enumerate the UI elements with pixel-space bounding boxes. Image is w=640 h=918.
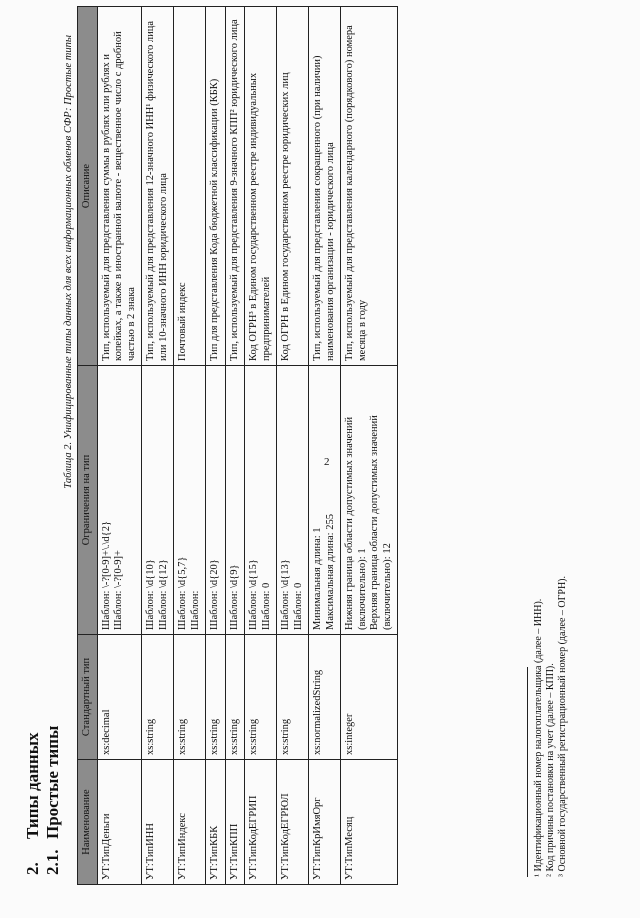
restrictions-cell bbox=[225, 366, 245, 635]
table-caption: Таблица 2. Унифицированные типы данных для всех информационных обменов СФР: Простые типы bbox=[63, 35, 74, 489]
table-row bbox=[97, 7, 142, 885]
standard-type: xs:string bbox=[277, 635, 309, 760]
restrictions-cell bbox=[341, 366, 398, 635]
type-name: УТ:ТипДеньги bbox=[97, 760, 142, 885]
standard-type: xs:string bbox=[142, 635, 174, 760]
description: Код ОГРН в Едином государственном реестре юридических лиц bbox=[277, 7, 309, 366]
description: Код ОГРН³ в Едином государственном реестре индивидуальных предпринимателей bbox=[245, 7, 277, 366]
restrictions-cell bbox=[277, 366, 309, 635]
type-name: УТ:ТипКБК bbox=[206, 760, 226, 885]
restrictions-cell bbox=[142, 366, 174, 635]
type-name: УТ:ТипИндекс bbox=[174, 760, 206, 885]
restriction-line: Шаблон: \d{5,7} bbox=[177, 556, 188, 630]
restriction-line: Нижняя граница области допустимых значений (включительно): 1 bbox=[344, 416, 368, 630]
heading-number: 2.1. bbox=[43, 849, 62, 875]
page-number: 2 bbox=[324, 456, 330, 468]
header-name: Наименование bbox=[78, 760, 98, 885]
standard-type: xs:string bbox=[245, 635, 277, 760]
table-header-row bbox=[78, 7, 98, 885]
table-row bbox=[206, 7, 226, 885]
type-name: УТ:ТипКПП bbox=[225, 760, 245, 885]
restriction-line: Шаблон: \d{10} bbox=[145, 559, 156, 630]
restriction-line: Минимальная длина: 1 bbox=[312, 527, 323, 630]
footnotes bbox=[533, 576, 569, 877]
standard-type: xs:string bbox=[174, 635, 206, 760]
restriction-line: Шаблон: 0 bbox=[260, 582, 272, 630]
description: Тип, используемый для представления 12-значного ИНН¹ физического лица или 10-значного ИНН юридического лица bbox=[142, 7, 174, 366]
restriction-line: Шаблон: \d{20} bbox=[209, 559, 220, 630]
restriction-line: Шаблон: \d{12} bbox=[157, 559, 169, 630]
table-row bbox=[245, 7, 277, 885]
type-name: УТ:ТипКрИмяОрг bbox=[309, 760, 341, 885]
standard-type: xs:integer bbox=[341, 635, 398, 760]
section-headings bbox=[23, 726, 63, 875]
heading-section-2 bbox=[23, 726, 43, 875]
description: Тип, используемый для представления календарного (порядкового) номера месяца в году bbox=[341, 7, 398, 366]
table-row bbox=[142, 7, 174, 885]
restriction-line: Шаблон: \-?[0-9]+ bbox=[113, 550, 124, 630]
restriction-line: Шаблон: 0 bbox=[292, 582, 304, 630]
restriction-line: Шаблон: \d{15} bbox=[248, 559, 259, 630]
table-row bbox=[309, 7, 341, 885]
header-description: Описание bbox=[78, 7, 98, 366]
restrictions-cell bbox=[206, 366, 226, 635]
heading-number: 2. bbox=[23, 862, 42, 875]
table-row bbox=[174, 7, 206, 885]
footnote-separator bbox=[527, 667, 528, 877]
standard-type: xs:string bbox=[225, 635, 245, 760]
description: Тип, используемый для представления 9-значного КПП² юридического лица bbox=[225, 7, 245, 366]
restriction-line: Шаблон: bbox=[189, 590, 201, 630]
restriction-line: Шаблон: \-?[0-9]+\.\d{2} bbox=[100, 520, 112, 630]
footnote: ² Код причины постановки на учет (далее – КПП). bbox=[545, 663, 556, 877]
description: Тип, используемый для представления суммы в рублях или рублях и копейках, а также в иностранной валюте - вещественное число с дробной частью в 2 знака bbox=[97, 7, 142, 366]
header-standard-type: Стандартный тип bbox=[78, 635, 98, 760]
standard-type: xs:decimal bbox=[97, 635, 142, 760]
table-row bbox=[277, 7, 309, 885]
restriction-line: Максимальная длина: 255 bbox=[324, 514, 336, 630]
header-restrictions: Ограничения на тип bbox=[78, 366, 98, 635]
restrictions-cell bbox=[309, 366, 341, 635]
table-row bbox=[341, 7, 398, 885]
restrictions-cell bbox=[174, 366, 206, 635]
rotated-page-content bbox=[15, 19, 625, 889]
restrictions-cell bbox=[245, 366, 277, 635]
simple-types-table bbox=[77, 6, 398, 885]
footnote: ¹ Идентификационный номер налогоплательщика (далее – ИНН). bbox=[533, 598, 544, 877]
heading-section-2-1 bbox=[43, 726, 63, 875]
standard-type: xs:normalizedString bbox=[309, 635, 341, 760]
type-name: УТ:ТипКодЕГРЮЛ bbox=[277, 760, 309, 885]
standard-type: xs:string bbox=[206, 635, 226, 760]
heading-title: Типы данных bbox=[23, 732, 42, 839]
type-name: УТ:ТипМесяц bbox=[341, 760, 398, 885]
restrictions-cell bbox=[97, 366, 142, 635]
description: Тип для представления Кода бюджетной классификации (КБК) bbox=[206, 7, 226, 366]
restriction-line: Шаблон: \d{13} bbox=[280, 559, 291, 630]
restriction-line: Шаблон: \d{9} bbox=[228, 564, 240, 630]
restriction-line: Верхняя граница области допустимых значений (включительно): 12 bbox=[369, 415, 393, 630]
description: Тип, используемый для представления сокращенного (при наличии) наименования организации - юридического лица bbox=[309, 7, 341, 366]
table-row bbox=[225, 7, 245, 885]
description: Почтовый индекс bbox=[174, 7, 206, 366]
heading-title: Простые типы bbox=[43, 725, 62, 839]
type-name: УТ:ТипКодЕГРИП bbox=[245, 760, 277, 885]
footnote: ³ Основной государственный регистрационный номер (далее – ОГРН). bbox=[557, 575, 568, 877]
type-name: УТ:ТипИНН bbox=[142, 760, 174, 885]
